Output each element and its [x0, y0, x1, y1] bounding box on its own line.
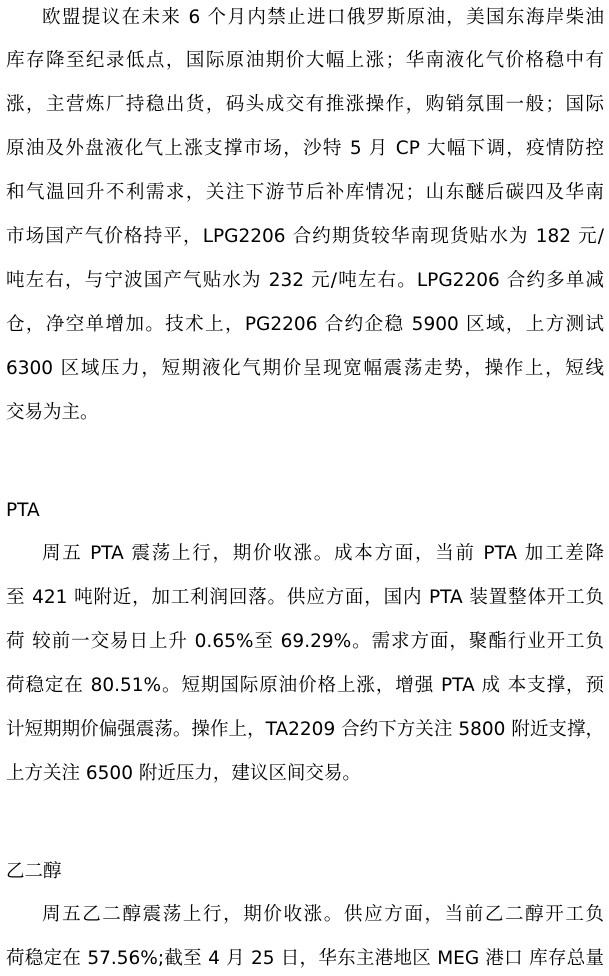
paragraph-line: 和气温回升不利需求，关注下游节后补库情况；山东醚后碳四及华南 [6, 182, 604, 203]
section-heading-meg: 乙二醇 [6, 861, 62, 882]
section-heading-pta: PTA [6, 500, 40, 521]
paragraph-line: 荷稳定在 80.51%。短期国际原油价格上涨，增强 PTA 成 本支撑，预 [6, 675, 604, 696]
paragraph-line: 周五 PTA 震荡上行，期价收涨。成本方面，当前 PTA 加工差降 [42, 543, 604, 564]
paragraph-line: 6300 区域压力，短期液化气期价呈现宽幅震荡走势，操作上，短线 [6, 358, 604, 379]
paragraph-line: 交易为主。 [6, 402, 99, 423]
paragraph-line: 上方关注 6500 附近压力，建议区间交易。 [6, 763, 361, 784]
paragraph-line: 库存降至纪录低点，国际原油期价大幅上涨；华南液化气价格稳中有 [6, 50, 604, 71]
paragraph-line: 涨，主营炼厂持稳出货，码头成交有推涨操作，购销氛围一般；国际 [6, 94, 604, 115]
paragraph-line: 周五乙二醇震荡上行，期价收涨。供应方面，当前乙二醇开工负 [42, 904, 604, 925]
paragraph-line: 欧盟提议在未来 6 个月内禁止进口俄罗斯原油，美国东海岸柴油 [42, 7, 604, 28]
paragraph-line: 荷稳定在 57.56%;截至 4 月 25 日，华东主港地区 MEG 港口 库存总量 [6, 948, 604, 969]
paragraph-line: 吨左右，与宁波国产气贴水为 232 元/吨左右。LPG2206 合约多单减 [6, 270, 604, 291]
paragraph-line: 计短期期价偏强震荡。操作上，TA2209 合约下方关注 5800 附近支撑， [6, 719, 604, 740]
paragraph-line: 荷 较前一交易日上升 0.65%至 69.29%。需求方面，聚酯行业开工负 [6, 631, 604, 652]
paragraph-line: 仓，净空单增加。技术上，PG2206 合约企稳 5900 区域，上方测试 [6, 314, 604, 335]
paragraph-line: 市场国产气价格持平，LPG2206 合约期货较华南现货贴水为 182 元/ [6, 226, 604, 247]
paragraph-line: 原油及外盘液化气上涨支撑市场，沙特 5 月 CP 大幅下调，疫情防控 [6, 138, 604, 159]
paragraph-line: 至 421 吨附近，加工利润回落。供应方面，国内 PTA 装置整体开工负 [6, 587, 604, 608]
